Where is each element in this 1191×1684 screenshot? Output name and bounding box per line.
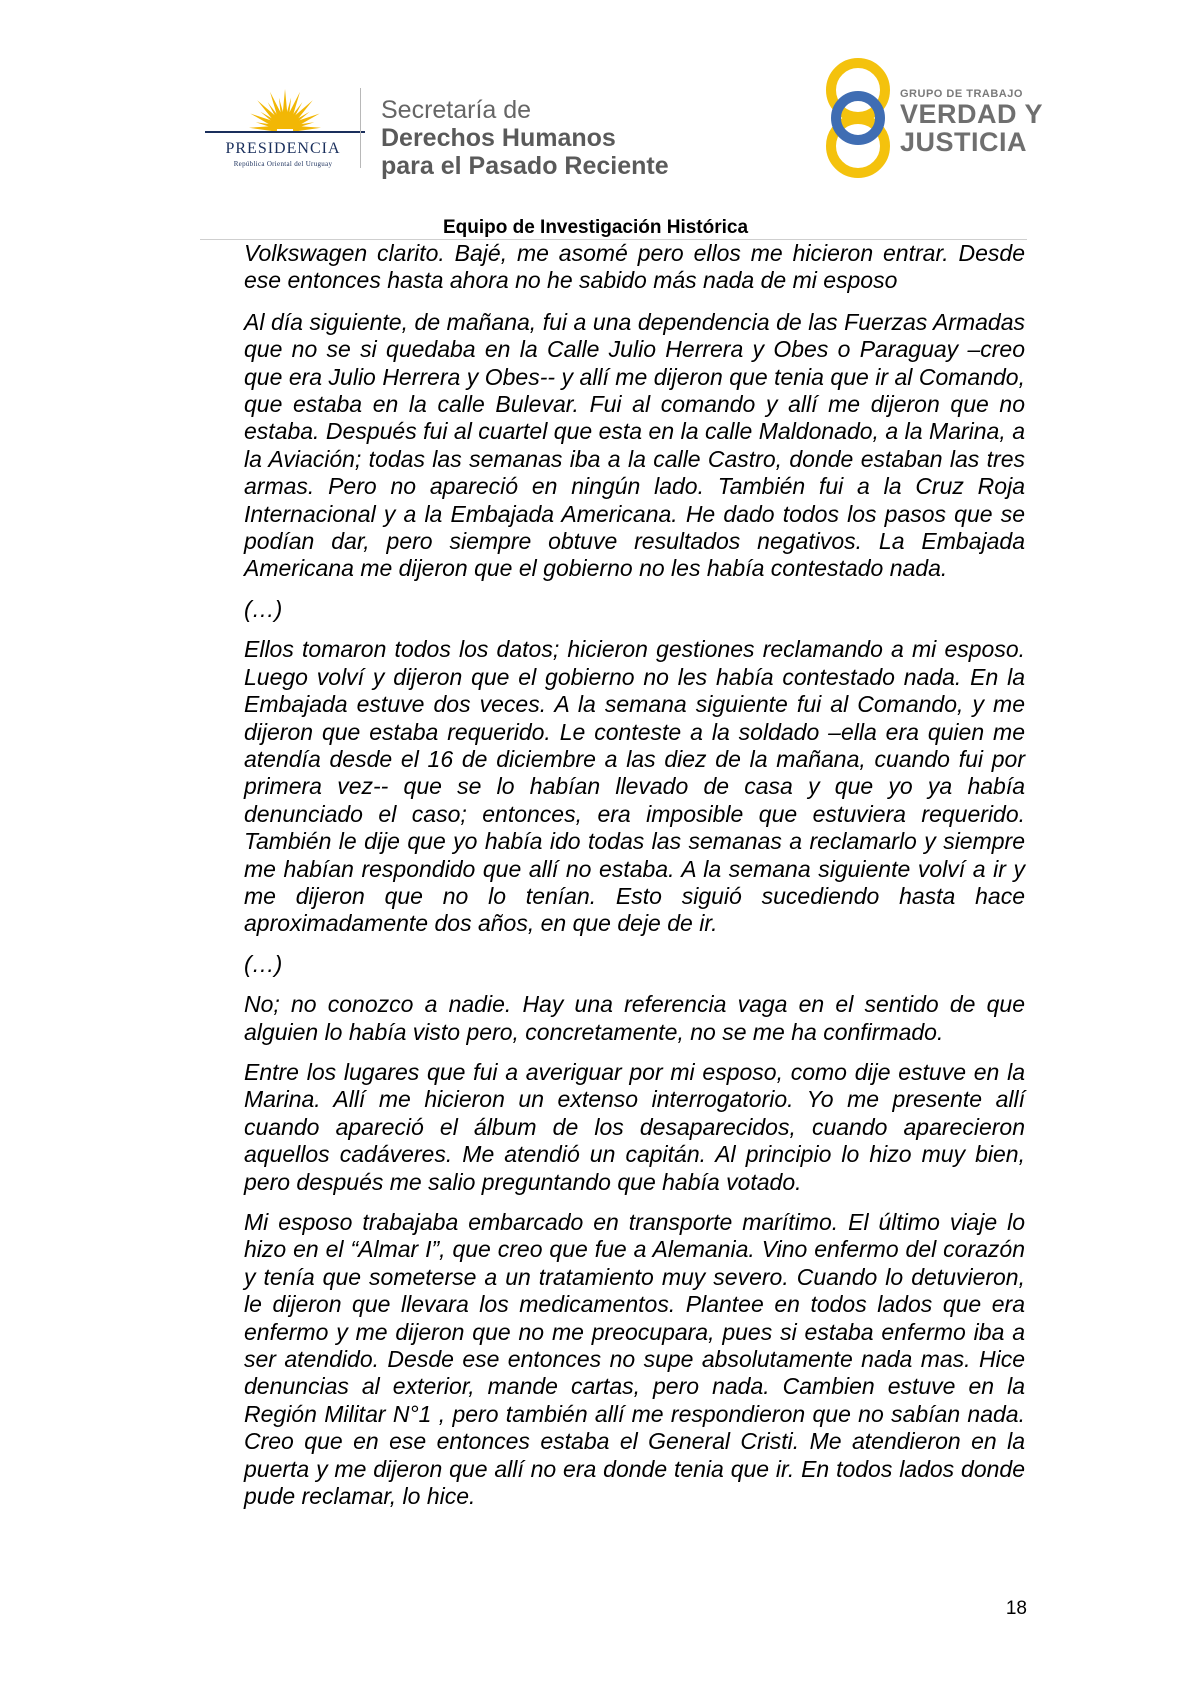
document-body [244,240,1025,1523]
page-number: 18 [1005,1598,1027,1619]
secretaria-title [381,96,669,180]
section-title: Equipo de Investigación Histórica [442,217,749,238]
paragraph: No; no conozco a nadie. Hay una referencia vaga en el sentido de que alguien lo había visto pero, concretamente, no se me ha confirmado. [244,991,1025,1045]
secretaria-line-3: para el Pasado Reciente [381,152,669,180]
header-divider [360,88,361,168]
verdad-justicia-rings-logo [818,56,898,180]
ellipsis-paragraph: (…) [244,950,283,977]
paragraph: Al día siguiente, de mañana, fui a una dependencia de las Fuerzas Armadas que no se si quedaba en la Calle Julio Herrera y Obes o Paraguay –creo que era Julio Herrera y Obes-- y allí me dijeron que tenia que ir al Comando, que estaba en la calle Bulevar. Fui al comando y allí me dijeron que no estaba. Después fui al cuartel que esta en la calle Maldonado, a la Marina, a la Aviación; todas las semanas iba a la calle Castro, donde estaban las tres armas. Pero no apareció en ningún lado. También fui a la Cruz Roja Internacional y a la Embajada Americana. He dado todos los pasos que se podían dar, pero siempre obtuve resultados negativos. La Embajada Americana me dijeron que el gobierno no les había contestado nada. [244,308,1025,582]
grupo-line-2: VERDAD Y [900,99,1044,129]
paragraph: Volkswagen clarito. Bajé, me asomé pero ellos me hicieron entrar. Desde ese entonces hasta ahora no he sabido más nada de mi esposo [244,240,1025,294]
ellipsis-paragraph: (…) [244,595,283,622]
presidencia-subtitle: República Oriental del Uruguay [233,160,333,168]
grupo-trabajo-title [900,88,1043,156]
secretaria-line-2: Derechos Humanos [381,124,616,152]
presidencia-label: PRESIDENCIA [225,140,341,157]
grupo-line-1: GRUPO DE TRABAJO [900,88,1023,100]
grupo-line-3: JUSTICIA [900,127,1028,157]
secretaria-line-1: Secretaría de [381,96,532,124]
paragraph: Mi esposo trabajaba embarcado en transporte marítimo. El último viaje lo hizo en el “Almar I”, que creo que fue a Alemania. Vino enfermo del corazón y tenía que someterse a un tratamiento muy severo. Cuando lo detuvieron, le dijeron que llevara los medicamentos. Plantee en todos lados que era enfermo y me dijeron que no me preocupara, pues si estaba enfermo iba a ser atendido. Desde ese entonces no supe absolutamente nada mas. Hice denuncias al exterior, mande cartas, pero nada. Cambien estuve en la Región Militar N°1 , pero también allí me respondieron que no sabían nada. Creo que en ese entonces estaba el General Cristi. Me atendieron en la puerta y me dijeron que allí no era donde tenia que ir. En todos lados donde pude reclamar, lo hice. [244,1209,1025,1510]
paragraph: Entre los lugares que fui a averiguar por mi esposo, como dije estuve en la Marina. Allí me hicieron un extenso interrogatorio. Yo me presente allí cuando apareció el álbum de los desaparecidos, cuando aparecieron aquellos cadáveres. Me atendió un capitán. Al principio lo hizo muy bien, pero después me salio preguntando que había votado. [244,1058,1025,1195]
paragraph: Ellos tomaron todos los datos; hicieron gestiones reclamando a mi esposo. Luego volví y dijeron que el gobierno no les había contestado nada. En la Embajada estuve dos veces. A la semana siguiente fui al Comando, y me dijeron que estaba requerido. Le conteste a la soldado –ella era quien me atendía desde el 16 de diciembre a las diez de la mañana, cuando fui por primera vez-- que se lo habían llevado de casa y que yo ya había denunciado el caso; entonces, era imposible que estuviera requerido. También le dije que yo había ido todas las semanas a reclamarlo y siempre me habían respondido que allí no estaba. A la semana siguiente volví a ir y me dijeron que no lo tenían. Esto siguió sucediendo hasta hace aproximadamente dos años, en que deje de ir. [244,636,1025,937]
page-header [0,0,1191,240]
